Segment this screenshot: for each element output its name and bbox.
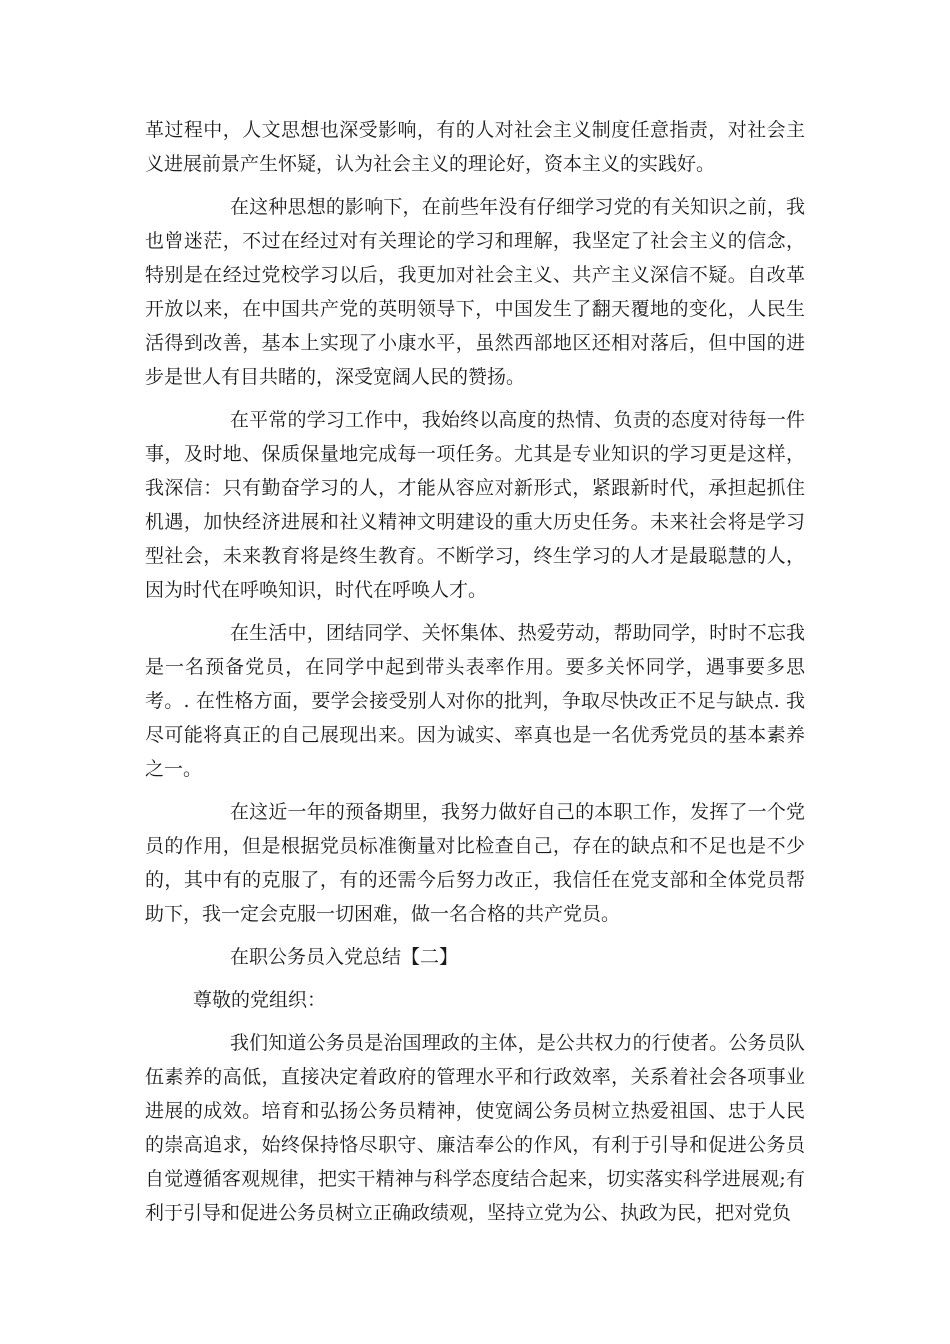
paragraph-daily-life: 在生活中，团结同学、关怀集体、热爱劳动，帮助同学，时时不忘我是一名预备党员，在同学中起到带头表率作用。要多关怀同学，遇事要多思考。. 在性格方面，要学会接受别人对你的批判，争取尽快改正不足与缺点. 我尽可能将真正的自己展现出来。因为诚实、率真也是一名优秀党员的基本素养之一。 [145, 622, 805, 780]
paragraph-continuation: 革过程中，人文思想也深受影响，有的人对社会主义制度任意指责，对社会主义进展前景产生怀疑，认为社会主义的理论好，资本主义的实践好。 [145, 119, 805, 175]
paragraph-civil-servant: 我们知道公务员是治国理政的主体，是公共权力的行使者。公务员队伍素养的高低，直接决定着政府的管理水平和行政效率，关系着社会各项事业进展的成效。培育和弘扬公务员精神，使宽阔公务员树立热爱祖国、忠于人民的崇高追求，始终保持恪尽职守、廉洁奉公的作风，有利于引导和促进公务员自觉遵循客观规律，把实干精神与科学态度结合起来，切实落实科学进展观;有利于引导和促进公务员树立正确政绩观，坚持立党为公、执政为民，把对党负 [145, 1032, 805, 1224]
section-heading: 在职公务员入党总结【二】 [230, 946, 459, 968]
paragraph-probation-summary: 在这近一年的预备期里，我努力做好自己的本职工作，发挥了一个党员的作用，但是根据党员标准衡量对比检查自己，存在的缺点和不足也是不少的，其中有的克服了，有的还需今后努力改正，我信任在党支部和全体党员帮助下，我一定会克服一切困难，做一名合格的共产党员。 [145, 801, 805, 925]
paragraph-study-work: 在平常的学习工作中，我始终以高度的热情、负责的态度对待每一件事，及时地、保质保量地完成每一项任务。尤其是专业知识的学习更是这样，我深信：只有勤奋学习的人，才能从容应对新形式，紧跟新时代，承担起抓住机遇，加快经济进展和社义精神文明建设的重大历史任务。未来社会将是学习型社会，未来教育将是终生教育。不断学习，终生学习的人才是最聪慧的人，因为时代在呼唤知识，时代在呼唤人才。 [145, 409, 805, 601]
salutation: 尊敬的党组织： [193, 989, 327, 1011]
document-body [145, 113, 805, 1239]
paragraph-beliefs: 在这种思想的影响下，在前些年没有仔细学习党的有关知识之前，我也曾迷茫，不过在经过对有关理论的学习和理解，我坚定了社会主义的信念，特别是在经过党校学习以后，我更加对社会主义、共产主义深信不疑。自改革开放以来，在中国共产党的英明领导下，中国发生了翻天覆地的变化，人民生活得到改善，基本上实现了小康水平，虽然西部地区还相对落后，但中国的进步是世人有目共睹的，深受宽阔人民的赞扬。 [145, 196, 805, 388]
